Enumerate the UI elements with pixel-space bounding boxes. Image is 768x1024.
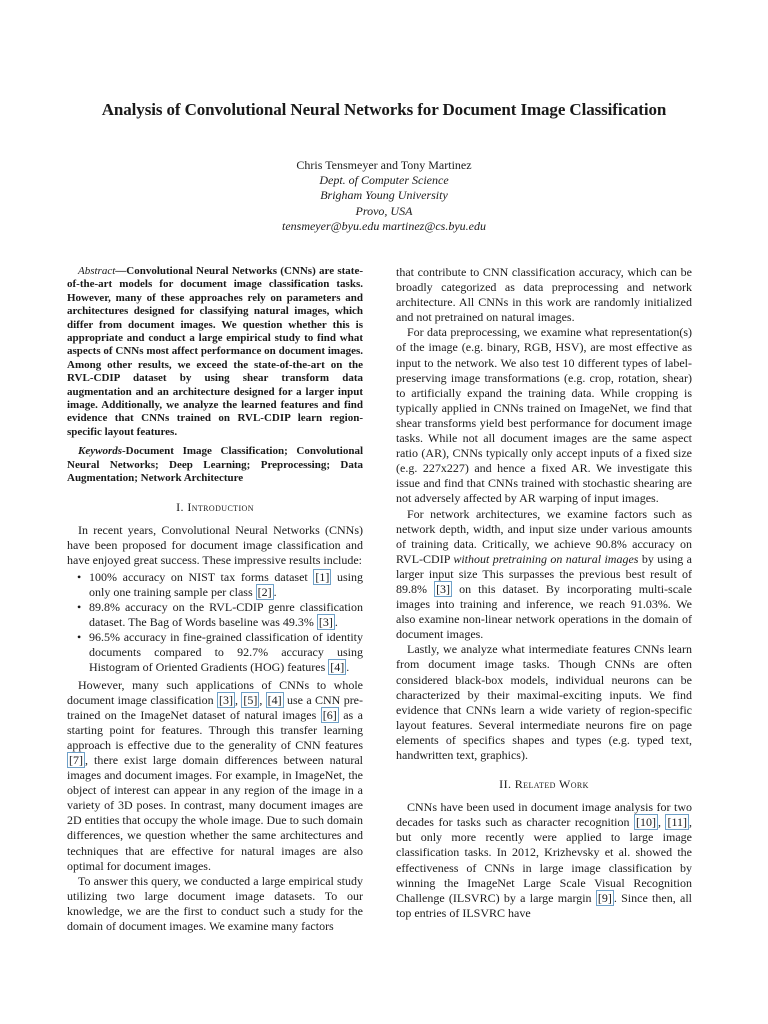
author-names: Chris Tensmeyer and Tony Martinez [296, 158, 472, 172]
citation-link[interactable]: [9] [597, 890, 612, 905]
section-heading-related-work [396, 777, 692, 792]
right-paragraph-4 [396, 800, 692, 921]
abstract [67, 265, 363, 439]
paragraph-text: . Since then, all top entries of ILSVRC have [396, 890, 692, 920]
paragraph-text: CNNs have been used in document image analysis for two decades for tasks such as character recognition [396, 800, 692, 830]
citation-link[interactable]: [4] [330, 660, 345, 675]
list-text: 96.5% accuracy in fine-grained classification of identity documents compared to 92.7% accuracy using Histogram of Oriented Gradients (HOG) features [89, 630, 363, 675]
section-title: Introduction [187, 499, 254, 514]
citation-link[interactable]: [7] [69, 753, 83, 767]
citation-link[interactable]: [5] [243, 692, 258, 707]
list-text: . [334, 615, 338, 630]
right-paragraph-1: For data preprocessing, we examine what representation(s) of the image (e.g. binary, RGB, HSV), are most effective as input to the network. We also test 10 different types of label-preserving image transformations (e.g. crop, rotation, shear) to artificially expand the training data. While cropping is typically applied in CNNs trained on ImageNet, we find that shear transforms yield best performance for document image tasks. While not all document images are the same aspect ratio (AR), CNNs typically only accept inputs of a fixed size (e.g. 227x227) and hence a fixed AR. We investigate this issue and find that CNNs trained with stochastic shearing are not adversely affected by AR warping of input images. [396, 325, 692, 506]
citation-link[interactable]: [11] [667, 815, 687, 830]
list-item [89, 600, 363, 630]
paragraph-text: , [259, 692, 266, 707]
section-number: II. [499, 777, 512, 792]
paragraph-text: However, many such applications of CNNs to whole document image classification [67, 677, 363, 707]
emphasis-text: without pretraining on natural images [453, 551, 639, 566]
author-emails: tensmeyer@byu.edu martinez@cs.byu.edu [281, 218, 487, 233]
paragraph-text: For network architectures, we examine factors such as network depth, width, and input size under various amounts of training data. Critically, we achieve 90.8% accuracy on RVL-CDIP [396, 506, 692, 566]
author-dept: Dept. of Computer Science [319, 173, 449, 188]
citation-link[interactable]: [3] [318, 615, 333, 630]
list-item [89, 630, 363, 675]
paragraph-text: , [657, 815, 666, 830]
keywords-text: -Document Image Classification; Convolutional Neural Networks; Deep Learning; Preprocessing; Data Augmentation; Network Architecture [67, 445, 363, 485]
list-text: 100% accuracy on NIST tax forms dataset [89, 569, 314, 584]
right-column [396, 265, 692, 921]
intro-paragraph-2 [67, 678, 363, 874]
section-number: I. [176, 499, 184, 514]
citation-link[interactable]: [3] [436, 581, 451, 596]
paragraph-text: by using a larger input size This surpasses the previous best result of 89.8% [396, 551, 692, 596]
citation-link[interactable]: [1] [315, 569, 330, 584]
citation-link[interactable]: [6] [322, 707, 337, 722]
paper-title: Analysis of Convolutional Neural Networks for Document Image Classification [101, 100, 667, 119]
citation-link[interactable]: [4] [267, 692, 282, 707]
intro-paragraph-3: To answer this query, we conducted a large empirical study utilizing two large document image datasets. To our knowledge, we are the first to conduct such a study for the domain of document images. We examine many factors [67, 873, 363, 934]
intro-paragraph-1: In recent years, Convolutional Neural Networks (CNNs) have been proposed for document image classification and have enjoyed great success. These impressive results include: [67, 522, 363, 567]
abstract-lead: Abstract [78, 265, 116, 277]
list-text: using only one training sample per class [89, 569, 363, 599]
list-text: . [346, 660, 350, 675]
keywords [67, 445, 363, 485]
paragraph-text: on this dataset. By incorporating multi-scale images into training and inference, we reach 91.03%. We also examine non-linear network operations in the domain of document images. [396, 581, 693, 642]
citation-link[interactable]: [2] [257, 584, 272, 599]
section-heading-introduction [67, 500, 363, 515]
list-text: . [273, 584, 277, 599]
keywords-lead: Keywords [78, 445, 122, 458]
author-location: Provo, USA [355, 203, 413, 218]
right-paragraph-0: that contribute to CNN classification accuracy, which can be broadly categorized as data preprocessing and network architecture. All CNNs in this work are randomly initialized and not pretrained on natural images. [396, 265, 692, 325]
paragraph-text: , there exist large domain differences between natural images and document images. For example, in ImageNet, the object of interest can appear in any region of the image in a variety of 3D poses. In contrast, many document images are 2D entities that occupy the whole image. Due to such domain differences, we question whether the same architectures and techniques that are effective for natural images are also optimal for document images. [67, 753, 363, 873]
left-column [67, 265, 363, 934]
author-block [0, 158, 768, 234]
section-title: Related Work [514, 777, 589, 792]
citation-link[interactable]: [10] [635, 815, 656, 830]
right-paragraph-3: Lastly, we analyze what intermediate features CNNs learn from document image tasks. Though CNNs are often considered black-box models, individual neurons can be characterized by their maximal-exciting inputs. We find evidence that CNNs learn a wide variety of region-specific layout features. Several intermediate neurons fire on page elements of specifics shapes and types (e.g. typed text, handwritten text, graphics). [396, 642, 692, 762]
list-item [89, 570, 363, 600]
paragraph-text: , [234, 692, 242, 707]
list-text: 89.8% accuracy on the RVL-CDIP genre classification dataset. The Bag of Words baseline was 49.3% [89, 600, 363, 630]
paragraph-text: , but only more recently were applied to large image classification tasks. In 2012, Krizhevsky et al. showed the effectiveness of CNNs in large image classification by winning the ImageNet Large Scale Visual Recognition Challenge (ILSVRC) by a large margin [396, 815, 692, 905]
results-list [67, 570, 363, 676]
author-university: Brigham Young University [320, 188, 448, 203]
paragraph-text: use a CNN pre-trained on the ImageNet dataset of natural images [67, 692, 364, 722]
right-paragraph-2 [396, 507, 692, 643]
abstract-text: —Convolutional Neural Networks (CNNs) are state-of-the-art models for document image classification tasks. However, many of these approaches rely on parameters and architectures designed for classifying natural images, which differ from document images. We question whether this is appropriate and conduct a large empirical study to find what aspects of CNNs most affect performance on document images. Among other results, we exceed the state-of-the-art on the RVL-CDIP dataset by using shear transform data augmentation and an architecture designed for a larger input image. Additionally, we analyze the learned features and find evidence that CNNs trained on RVL-CDIP learn region-specific layout features. [67, 265, 363, 438]
paragraph-text: as a starting point for features. Through this transfer learning approach is effective due to the generality of CNN features [67, 707, 363, 752]
citation-link[interactable]: [3] [218, 692, 233, 707]
